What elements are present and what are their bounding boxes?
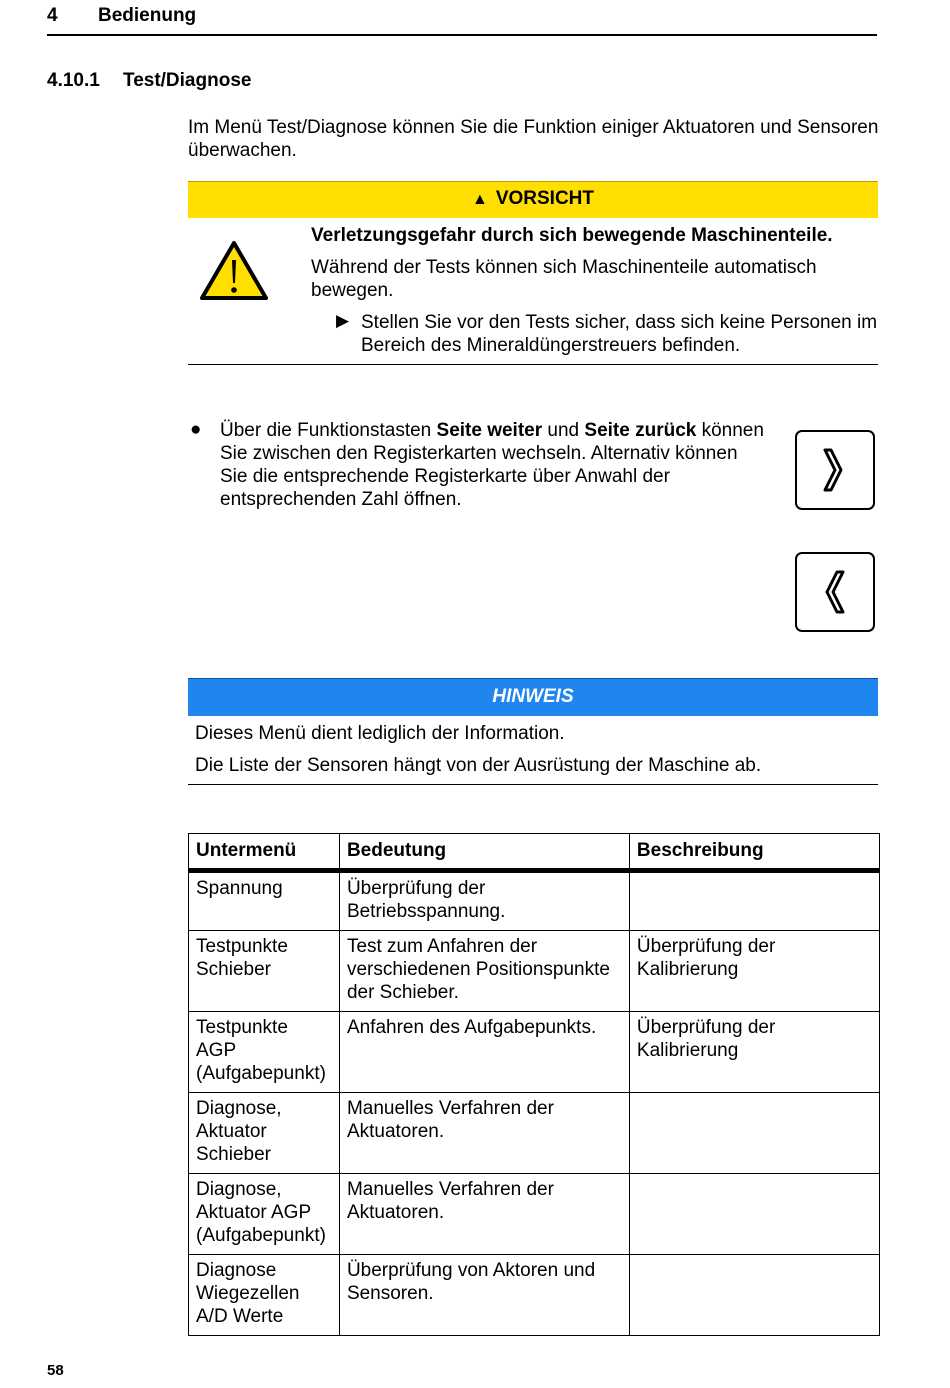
header-bedeutung: Bedeutung xyxy=(339,834,629,871)
table-cell: Manuelles Verfahren der Aktuatoren. xyxy=(339,1093,629,1174)
section-title: Test/Diagnose xyxy=(123,70,252,91)
bullet-marker: ● xyxy=(190,419,202,440)
header-untermenu: Untermenü xyxy=(189,834,340,871)
table-cell: Überprüfung der Kalibrierung xyxy=(629,931,879,1012)
warning-text: Während der Tests können sich Maschinenteile automatisch bewegen. xyxy=(311,257,817,301)
page-back-key xyxy=(795,552,875,632)
table-row xyxy=(189,871,880,931)
table-cell: Überprüfung von Aktoren und Sensoren. xyxy=(339,1255,629,1336)
bullet-text-part: können Sie zwischen den Registerkarten wechseln. Alternativ können Sie die entsprechende Registerkarte über Anwahl der entsprechenden Zahl öffnen. xyxy=(220,420,764,510)
table-cell: Überprüfung der Kalibrierung xyxy=(629,1012,879,1093)
bullet-text-part: und xyxy=(542,420,585,441)
table-cell: Testpunkte AGP (Aufgabepunkt) xyxy=(189,1012,340,1093)
warning-bar xyxy=(188,181,878,218)
page-forward-icon xyxy=(797,432,873,508)
bullet-text xyxy=(220,419,770,511)
submenu-table xyxy=(188,833,880,1336)
table-cell: Diagnose, Aktuator Schieber xyxy=(189,1093,340,1174)
header-beschreibung: Beschreibung xyxy=(629,834,879,871)
note-line-2: Die Liste der Sensoren hängt von der Ausrüstung der Maschine ab. xyxy=(195,755,762,776)
warning-bottom-rule xyxy=(188,364,878,365)
warning-small-icon: ▲ xyxy=(471,191,488,208)
chapter-title: Bedienung xyxy=(98,5,197,26)
table-row xyxy=(189,931,880,1012)
step-arrow-icon: ▶ xyxy=(336,311,350,330)
table-row xyxy=(189,1174,880,1255)
table-cell xyxy=(629,1174,879,1255)
bullet-text-part: Über die Funktionstasten xyxy=(220,420,437,441)
table-row xyxy=(189,1093,880,1174)
key-name-prev: Seite zurück xyxy=(584,420,697,441)
table-cell: Test zum Anfahren der verschiedenen Positionspunkte der Schieber. xyxy=(339,931,629,1012)
table-cell: Anfahren des Aufgabepunkts. xyxy=(339,1012,629,1093)
note-bottom-rule xyxy=(188,784,878,785)
table-cell: Diagnose Wiegezellen A/D Werte xyxy=(189,1255,340,1336)
note-bar: HINWEIS xyxy=(188,678,878,716)
header-divider xyxy=(47,34,877,36)
key-name-next: Seite weiter xyxy=(436,420,543,441)
page-number: 58 xyxy=(47,1362,64,1379)
page-back-icon xyxy=(797,554,873,630)
table-cell xyxy=(629,1093,879,1174)
table-cell: Spannung xyxy=(189,871,340,931)
table-cell: Diagnose, Aktuator AGP (Aufgabepunkt) xyxy=(189,1174,340,1255)
warning-triangle-icon xyxy=(199,240,269,302)
page-forward-key xyxy=(795,430,875,510)
table-cell: Manuelles Verfahren der Aktuatoren. xyxy=(339,1174,629,1255)
chapter-number: 4 xyxy=(47,5,58,26)
warning-step: Stellen Sie vor den Tests sicher, dass sich keine Personen im Bereich des Mineraldüngerstreuers befinden. xyxy=(361,312,878,356)
table-row xyxy=(189,1255,880,1336)
table-cell xyxy=(629,1255,879,1336)
intro-paragraph: Im Menü Test/Diagnose können Sie die Funktion einiger Aktuatoren und Sensoren überwachen. xyxy=(188,117,879,161)
table-row xyxy=(189,1012,880,1093)
section-number: 4.10.1 xyxy=(47,70,100,91)
table-cell xyxy=(629,871,879,931)
warning-headline: Verletzungsgefahr durch sich bewegende Maschinenteile. xyxy=(311,225,833,246)
table-cell: Testpunkte Schieber xyxy=(189,931,340,1012)
table-cell: Überprüfung der Betriebsspannung. xyxy=(339,871,629,931)
warning-label: VORSICHT xyxy=(495,188,595,209)
table-header-row xyxy=(189,834,880,871)
note-line-1: Dieses Menü dient lediglich der Information. xyxy=(195,723,565,744)
